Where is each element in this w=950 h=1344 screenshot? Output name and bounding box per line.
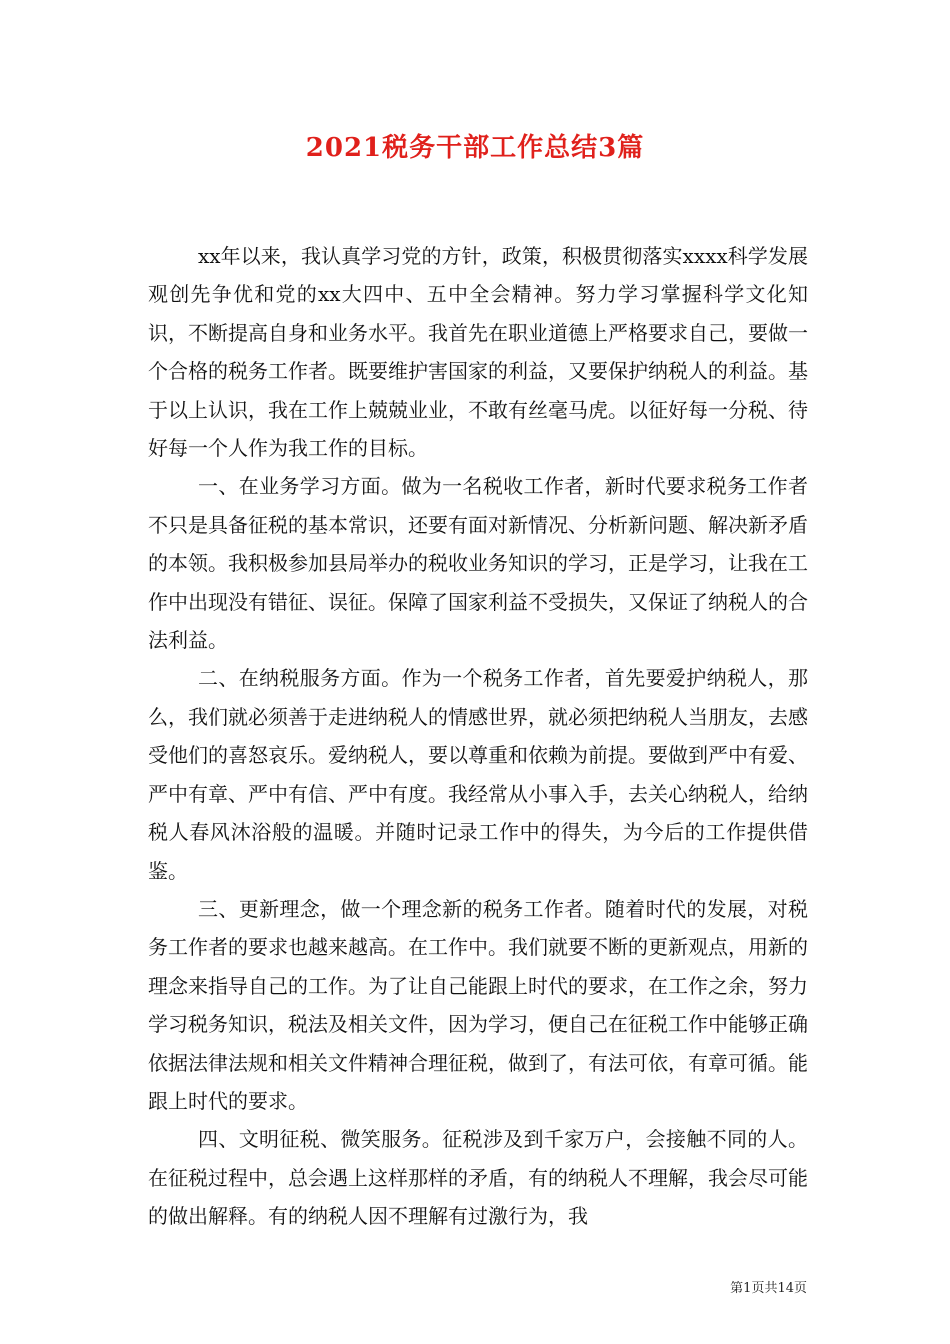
document-title: 2021税务干部工作总结3篇 bbox=[305, 133, 645, 163]
document-body bbox=[148, 237, 808, 1236]
paragraph-business-study: 一、在业务学习方面。做为一名税收工作者，新时代要求税务工作者不只是具备征税的基本常识，还要有面对新情况、分析新问题、解决新矛盾的本领。我积极参加县局举办的税收业务知识的学习，正是学习，让我在工作中出现没有错征、误征。保障了国家利益不受损失，又保证了纳税人的合法利益。 bbox=[148, 474, 808, 653]
paragraph-civilized-tax: 四、文明征税、微笑服务。征税涉及到千家万户，会接触不同的人。在征税过程中，总会遇上这样那样的矛盾，有的纳税人不理解，我会尽可能的做出解释。有的纳税人因不理解有过激行为，我 bbox=[148, 1127, 808, 1229]
paragraph-tax-service: 二、在纳税服务方面。作为一个税务工作者，首先要爱护纳税人，那么，我们就必须善于走进纳税人的情感世界，就必须把纳税人当朋友，去感受他们的喜怒哀乐。爱纳税人，要以尊重和依赖为前提。要做到严中有爱、严中有章、严中有信、严中有度。我经常从小事入手，去关心纳税人，给纳税人春风沐浴般的温暖。并随时记录工作中的得失，为今后的工作提供借鉴。 bbox=[148, 666, 808, 883]
page-number-footer: 第1页共14页 bbox=[730, 1281, 807, 1296]
paragraph-intro: xx年以来，我认真学习党的方针，政策，积极贯彻落实xxxx科学发展观创先争优和党的xx大四中、五中全会精神。努力学习掌握科学文化知识，不断提高自身和业务水平。我首先在职业道德上严格要求自己，要做一个合格的税务工作者。既要维护害国家的利益，又要保护纳税人的利益。基于以上认识，我在工作上兢兢业业，不敢有丝毫马虎。以征好每一分税、待好每一个人作为我工作的目标。 bbox=[148, 244, 808, 461]
paragraph-update-concept: 三、更新理念，做一个理念新的税务工作者。随着时代的发展，对税务工作者的要求也越来越高。在工作中。我们就要不断的更新观点，用新的理念来指导自己的工作。为了让自己能跟上时代的要求，在工作之余，努力学习税务知识，税法及相关文件，因为学习，便自己在征税工作中能够正确依据法律法规和相关文件精神合理征税，做到了，有法可依，有章可循。能跟上时代的要求。 bbox=[148, 896, 808, 1113]
